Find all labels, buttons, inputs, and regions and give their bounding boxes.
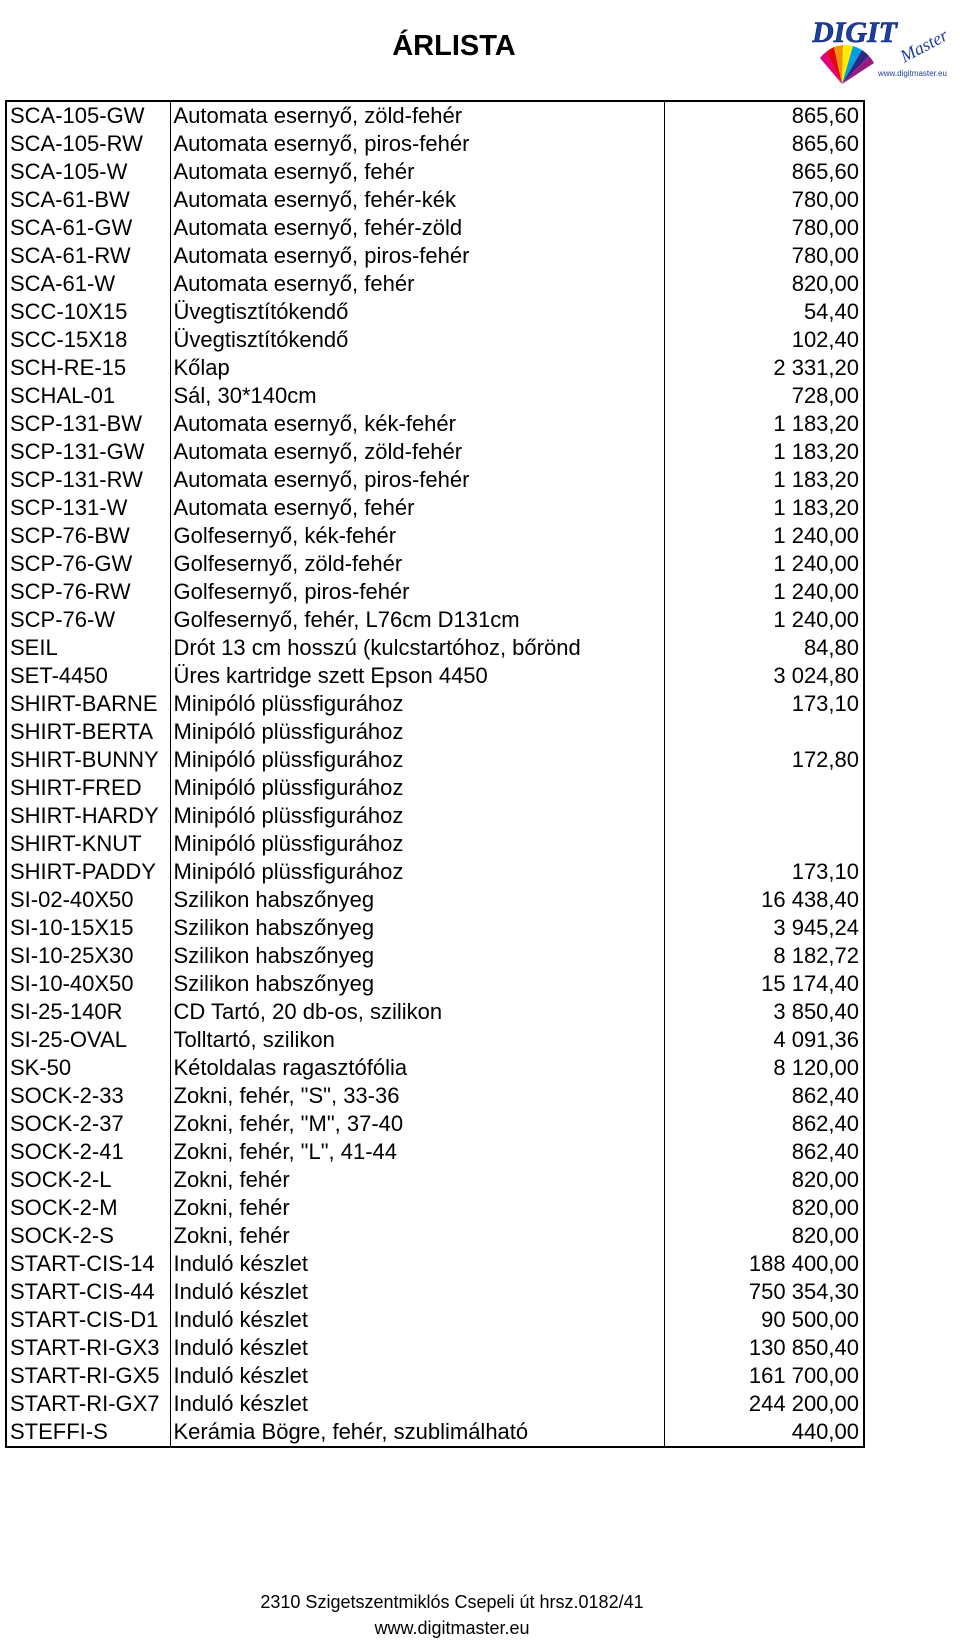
table-row	[6, 578, 864, 606]
product-code: SCC-10X15	[6, 298, 170, 326]
product-name: Kerámia Bögre, fehér, szublimálható	[170, 1418, 664, 1447]
table-row	[6, 158, 864, 186]
product-price: 16 438,40	[761, 887, 859, 912]
product-name: Golfesernyő, fehér, L76cm D131cm	[170, 606, 664, 634]
table-row	[6, 802, 864, 830]
table-row	[6, 746, 864, 774]
product-name: Minipóló plüssfigurához	[170, 774, 664, 802]
product-price: 820,00	[791, 1167, 859, 1192]
product-name: Tolltartó, szilikon	[170, 1026, 664, 1054]
product-code: SCP-76-W	[6, 606, 170, 634]
product-name: Minipóló plüssfigurához	[170, 858, 664, 886]
product-name: Automata esernyő, fehér	[170, 270, 664, 298]
product-name: Automata esernyő, fehér	[170, 158, 664, 186]
product-price: 1 240,00	[773, 579, 859, 604]
table-row	[6, 1026, 864, 1054]
product-name: Üres kartridge szett Epson 4450	[170, 662, 664, 690]
product-code: SCP-76-GW	[6, 550, 170, 578]
table-row	[6, 130, 864, 158]
product-code: SCP-76-RW	[6, 578, 170, 606]
table-row	[6, 494, 864, 522]
table-row	[6, 1278, 864, 1306]
product-code: SEIL	[6, 634, 170, 662]
product-code: SHIRT-HARDY	[6, 802, 170, 830]
product-price: 862,40	[791, 1111, 859, 1136]
table-row	[6, 326, 864, 354]
product-code: SCP-76-BW	[6, 522, 170, 550]
product-name: Zokni, fehér	[170, 1166, 664, 1194]
product-price: 865,60	[791, 131, 859, 156]
footer-website: www.digitmaster.eu	[374, 1618, 530, 1638]
product-code: SHIRT-BERTA	[6, 718, 170, 746]
product-name: Drót 13 cm hosszú (kulcstartóhoz, bőrönd	[170, 634, 664, 662]
product-price: 1 183,20	[773, 411, 859, 436]
logo-wordmark: DIGIT	[812, 16, 898, 49]
product-code: SI-25-140R	[6, 998, 170, 1026]
product-code: SCA-61-GW	[6, 214, 170, 242]
product-code: START-RI-GX3	[6, 1334, 170, 1362]
product-price: 84,80	[803, 635, 859, 660]
table-row	[6, 1306, 864, 1334]
table-row	[6, 1362, 864, 1390]
product-name: Golfesernyő, zöld-fehér	[170, 550, 664, 578]
product-price: 1 240,00	[773, 551, 859, 576]
product-code: SOCK-2-S	[6, 1222, 170, 1250]
table-row	[6, 270, 864, 298]
product-name: Automata esernyő, piros-fehér	[170, 130, 664, 158]
product-code: SI-10-25X30	[6, 942, 170, 970]
table-row	[6, 634, 864, 662]
table-row	[6, 886, 864, 914]
table-row	[6, 438, 864, 466]
product-price	[664, 774, 864, 802]
product-name: Automata esernyő, fehér	[170, 494, 664, 522]
product-code: SCP-131-RW	[6, 466, 170, 494]
product-code: SHIRT-PADDY	[6, 858, 170, 886]
table-row	[6, 1082, 864, 1110]
product-code: SCH-RE-15	[6, 354, 170, 382]
table-row	[6, 830, 864, 858]
product-price: 8 120,00	[773, 1055, 859, 1080]
product-name: Automata esernyő, zöld-fehér	[170, 101, 664, 130]
logo-script: Master	[896, 24, 952, 67]
footer-address: 2310 Szigetszentmiklós Csepeli út hrsz.0182/41	[260, 1592, 644, 1612]
product-price	[664, 830, 864, 858]
product-price: 780,00	[791, 215, 859, 240]
product-code: SI-25-OVAL	[6, 1026, 170, 1054]
product-code: SI-10-40X50	[6, 970, 170, 998]
product-code: START-RI-GX7	[6, 1390, 170, 1418]
product-price: 188 400,00	[748, 1251, 859, 1276]
table-row	[6, 1110, 864, 1138]
product-price: 161 700,00	[748, 1363, 859, 1388]
table-row	[6, 214, 864, 242]
table-row	[6, 298, 864, 326]
product-price: 780,00	[791, 243, 859, 268]
table-row	[6, 522, 864, 550]
table-row	[6, 858, 864, 886]
product-price: 728,00	[791, 383, 859, 408]
product-price: 3 850,40	[773, 999, 859, 1024]
product-price: 865,60	[791, 159, 859, 184]
table-row	[6, 1194, 864, 1222]
product-code: SCA-105-RW	[6, 130, 170, 158]
table-row	[6, 466, 864, 494]
product-price: 820,00	[791, 1195, 859, 1220]
product-name: Szilikon habszőnyeg	[170, 886, 664, 914]
digitmaster-logo	[812, 12, 958, 88]
product-code: SCHAL-01	[6, 382, 170, 410]
product-price: 244 200,00	[748, 1391, 859, 1416]
product-code: SOCK-2-37	[6, 1110, 170, 1138]
product-price: 750 354,30	[748, 1279, 859, 1304]
product-price: 780,00	[791, 187, 859, 212]
product-name: Automata esernyő, fehér-zöld	[170, 214, 664, 242]
product-code: SHIRT-BUNNY	[6, 746, 170, 774]
table-row	[6, 410, 864, 438]
product-name: Üvegtisztítókendő	[170, 298, 664, 326]
product-price: 2 331,20	[773, 355, 859, 380]
table-row	[6, 1390, 864, 1418]
product-price: 1 240,00	[773, 523, 859, 548]
product-price: 173,10	[791, 691, 859, 716]
table-row	[6, 942, 864, 970]
product-price: 54,40	[803, 299, 859, 324]
product-price: 440,00	[664, 1418, 864, 1447]
table-row	[6, 690, 864, 718]
table-row	[6, 382, 864, 410]
product-name: Sál, 30*140cm	[170, 382, 664, 410]
product-name: Automata esernyő, piros-fehér	[170, 242, 664, 270]
product-price: 102,40	[791, 327, 859, 352]
product-price: 1 240,00	[773, 607, 859, 632]
product-price: 8 182,72	[773, 943, 859, 968]
product-name: Szilikon habszőnyeg	[170, 914, 664, 942]
product-code: SCA-61-BW	[6, 186, 170, 214]
product-code: SI-02-40X50	[6, 886, 170, 914]
product-name: CD Tartó, 20 db-os, szilikon	[170, 998, 664, 1026]
product-code: SI-10-15X15	[6, 914, 170, 942]
product-code: START-CIS-14	[6, 1250, 170, 1278]
product-code: SCA-105-W	[6, 158, 170, 186]
product-price: 130 850,40	[748, 1335, 859, 1360]
product-name: Induló készlet	[170, 1362, 664, 1390]
table-row	[6, 774, 864, 802]
table-row	[6, 1054, 864, 1082]
table-row	[6, 1250, 864, 1278]
product-price: 862,40	[791, 1139, 859, 1164]
product-code: SCP-131-W	[6, 494, 170, 522]
product-name: Automata esernyő, kék-fehér	[170, 410, 664, 438]
product-name: Golfesernyő, kék-fehér	[170, 522, 664, 550]
product-price: 15 174,40	[761, 971, 859, 996]
product-code: SOCK-2-L	[6, 1166, 170, 1194]
table-row	[6, 354, 864, 382]
product-price	[664, 802, 864, 830]
product-name: Zokni, fehér	[170, 1194, 664, 1222]
product-name: Induló készlet	[170, 1334, 664, 1362]
product-name: Szilikon habszőnyeg	[170, 970, 664, 998]
product-code: SCA-61-W	[6, 270, 170, 298]
product-name: Automata esernyő, fehér-kék	[170, 186, 664, 214]
product-name: Induló készlet	[170, 1390, 664, 1418]
price-table-body	[6, 101, 864, 1447]
table-row	[6, 606, 864, 634]
logo-url: www.digitmaster.eu	[878, 69, 947, 78]
product-price: 862,40	[791, 1083, 859, 1108]
product-price: 3 024,80	[773, 663, 859, 688]
color-fan-icon	[820, 45, 874, 84]
product-price: 4 091,36	[773, 1027, 859, 1052]
product-code: SHIRT-BARNE	[6, 690, 170, 718]
product-name: Induló készlet	[170, 1250, 664, 1278]
product-name: Szilikon habszőnyeg	[170, 942, 664, 970]
price-table	[5, 100, 865, 1448]
product-code: START-CIS-44	[6, 1278, 170, 1306]
product-code: STEFFI-S	[6, 1418, 170, 1447]
product-code: SCA-105-GW	[6, 101, 170, 130]
table-row	[6, 718, 864, 746]
product-name: Minipóló plüssfigurához	[170, 802, 664, 830]
product-name: Zokni, fehér, "L", 41-44	[170, 1138, 664, 1166]
product-name: Minipóló plüssfigurához	[170, 718, 664, 746]
product-code: SHIRT-KNUT	[6, 830, 170, 858]
product-name: Zokni, fehér	[170, 1222, 664, 1250]
product-code: START-CIS-D1	[6, 1306, 170, 1334]
product-code: SOCK-2-M	[6, 1194, 170, 1222]
table-row	[6, 914, 864, 942]
product-price: 173,10	[791, 859, 859, 884]
product-name: Kétoldalas ragasztófólia	[170, 1054, 664, 1082]
product-name: Golfesernyő, piros-fehér	[170, 578, 664, 606]
product-code: SCP-131-BW	[6, 410, 170, 438]
product-price: 1 183,20	[773, 495, 859, 520]
product-code: SHIRT-FRED	[6, 774, 170, 802]
product-name: Automata esernyő, zöld-fehér	[170, 438, 664, 466]
product-code: SOCK-2-41	[6, 1138, 170, 1166]
product-name: Üvegtisztítókendő	[170, 326, 664, 354]
product-code: SK-50	[6, 1054, 170, 1082]
product-name: Minipóló plüssfigurához	[170, 830, 664, 858]
product-code: SCP-131-GW	[6, 438, 170, 466]
product-name: Induló készlet	[170, 1278, 664, 1306]
product-name: Zokni, fehér, "S", 33-36	[170, 1082, 664, 1110]
table-row	[6, 101, 864, 130]
product-code: SCC-15X18	[6, 326, 170, 354]
table-row	[6, 242, 864, 270]
product-price: 865,60	[791, 103, 859, 128]
product-code: SOCK-2-33	[6, 1082, 170, 1110]
product-name: Automata esernyő, piros-fehér	[170, 466, 664, 494]
table-row	[6, 1222, 864, 1250]
product-name: Kőlap	[170, 354, 664, 382]
product-price: 1 183,20	[773, 467, 859, 492]
table-row	[6, 550, 864, 578]
table-row	[6, 1166, 864, 1194]
product-price: 820,00	[791, 1223, 859, 1248]
product-name: Zokni, fehér, "M", 37-40	[170, 1110, 664, 1138]
product-price: 172,80	[791, 747, 859, 772]
table-row	[6, 186, 864, 214]
table-row	[6, 998, 864, 1026]
product-price: 3 945,24	[773, 915, 859, 940]
table-row	[6, 1334, 864, 1362]
product-code: START-RI-GX5	[6, 1362, 170, 1390]
product-price: 90 500,00	[761, 1307, 859, 1332]
product-price: 820,00	[791, 271, 859, 296]
table-row	[6, 1418, 864, 1447]
page-title: ÁRLISTA	[392, 30, 516, 62]
product-code: SCA-61-RW	[6, 242, 170, 270]
product-code: SET-4450	[6, 662, 170, 690]
product-price: 1 183,20	[773, 439, 859, 464]
product-price	[664, 718, 864, 746]
product-name: Minipóló plüssfigurához	[170, 746, 664, 774]
table-row	[6, 662, 864, 690]
product-name: Induló készlet	[170, 1306, 664, 1334]
product-name: Minipóló plüssfigurához	[170, 690, 664, 718]
table-row	[6, 970, 864, 998]
table-row	[6, 1138, 864, 1166]
